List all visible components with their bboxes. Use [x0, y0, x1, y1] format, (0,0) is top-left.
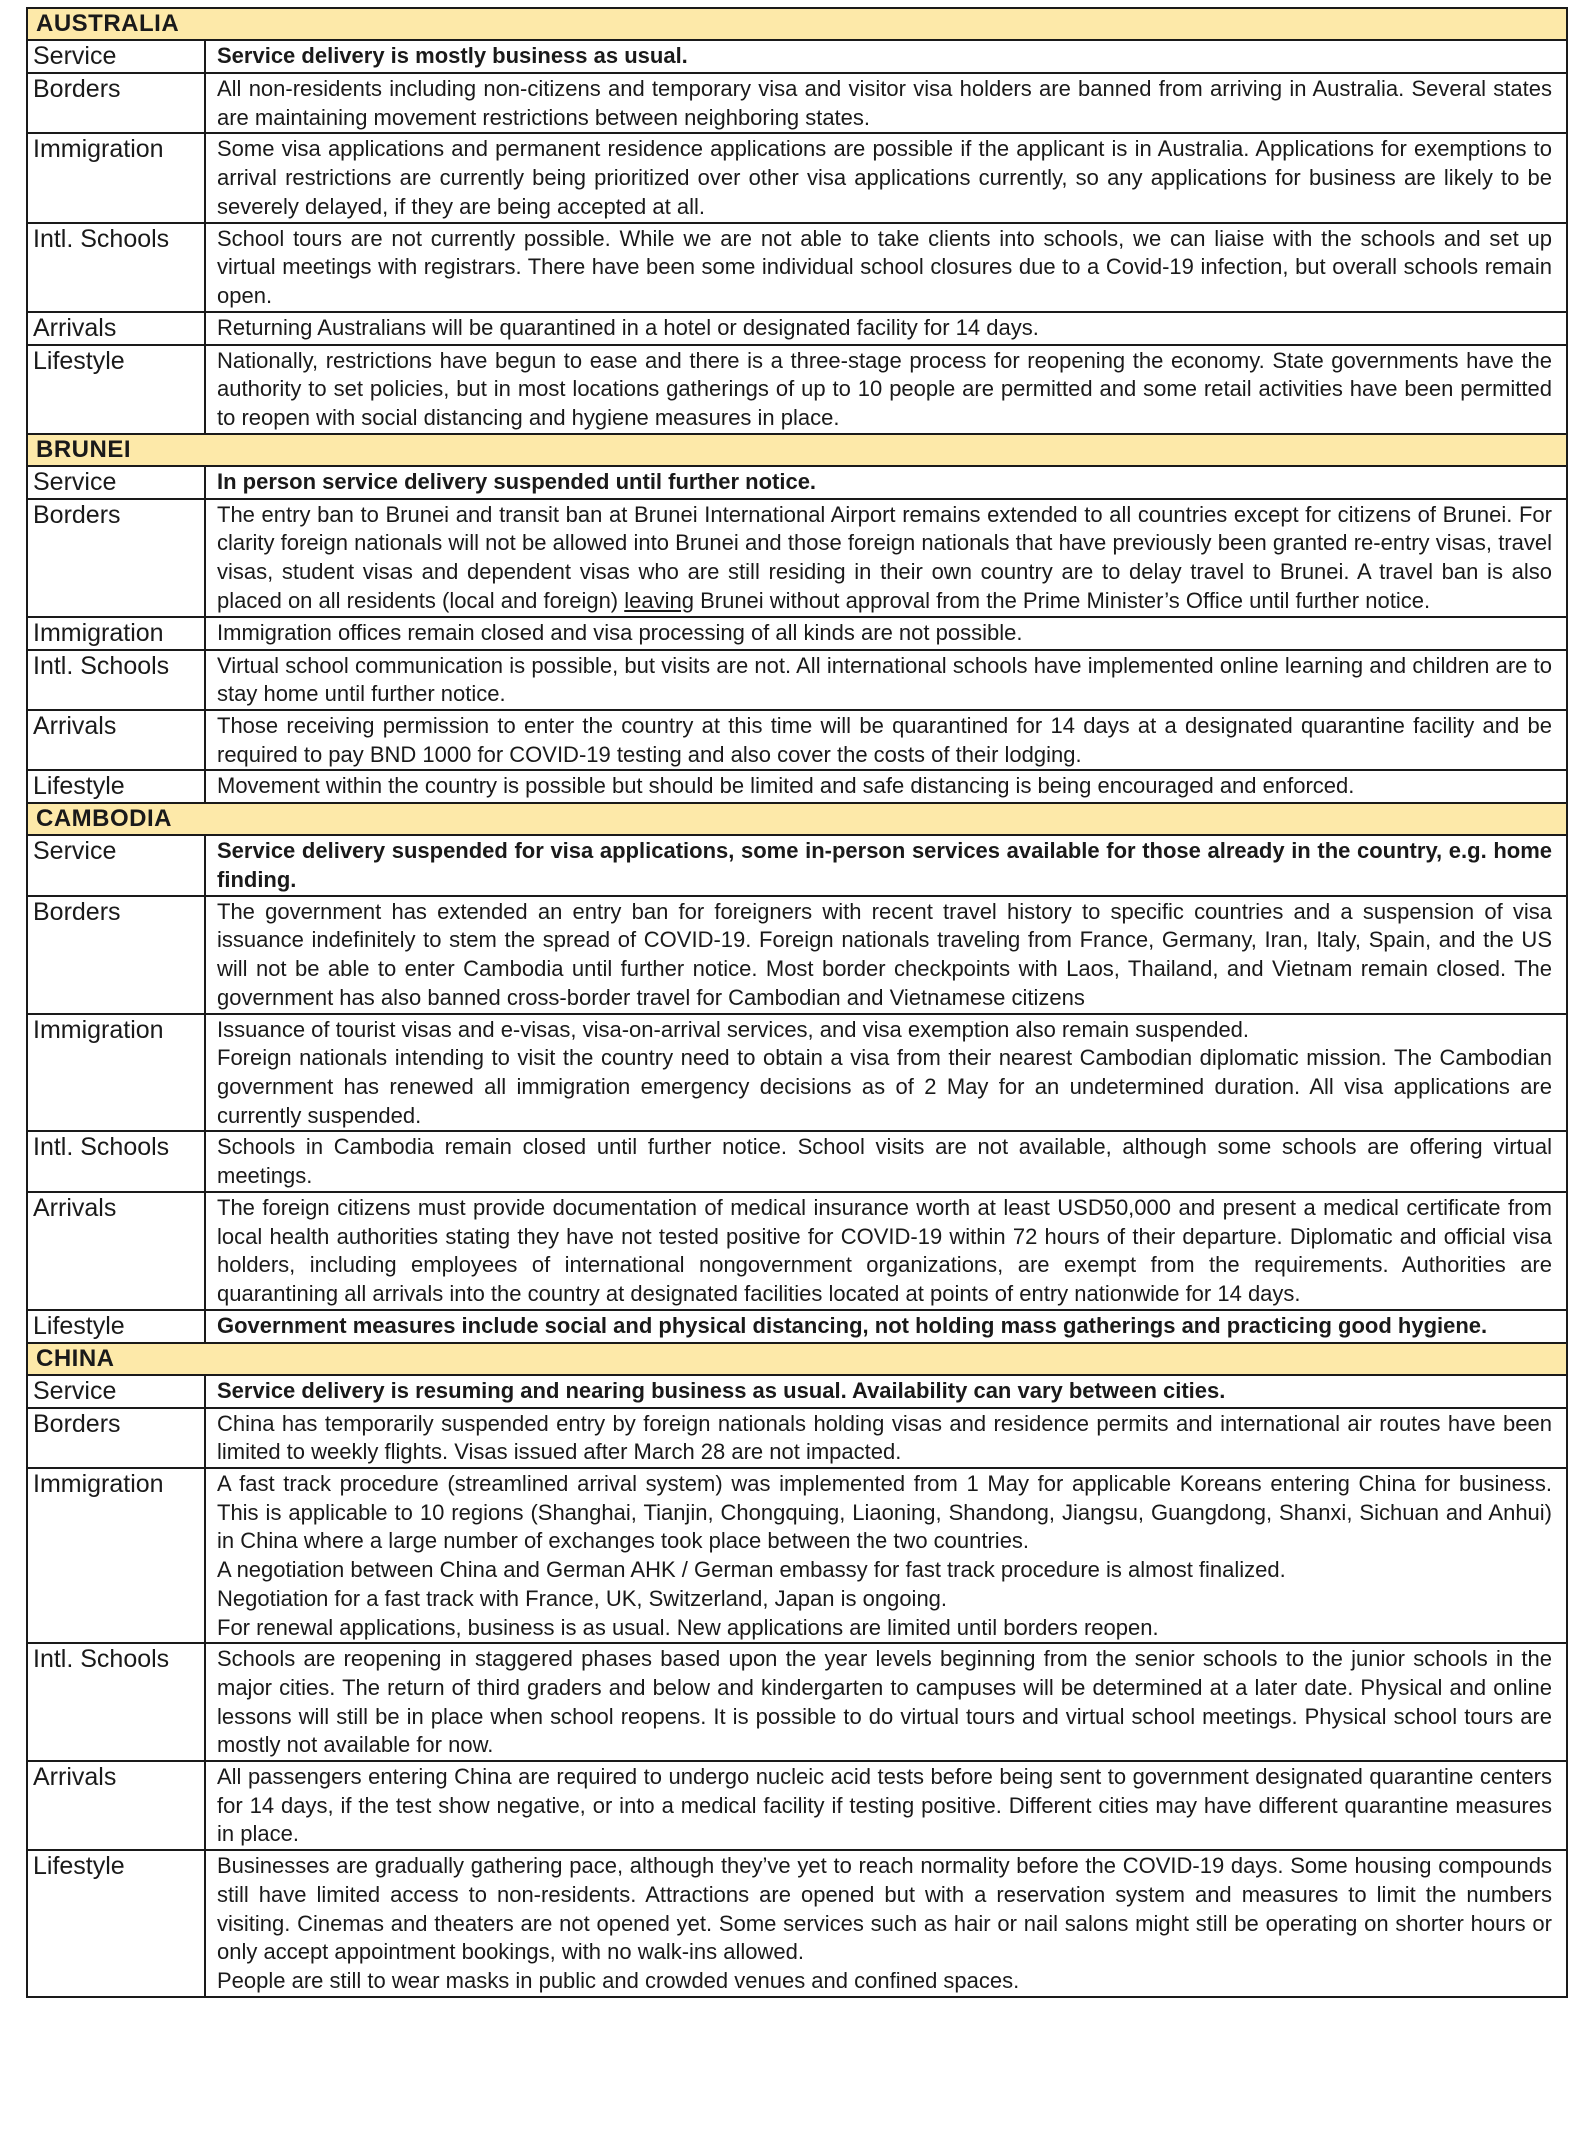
- description-paragraph: The entry ban to Brunei and transit ban at Brunei International Airport remains extended to all countries except for citizens of Brunei. For clarity foreign nationals will not be allowed into Brunei and those foreign nationals that have previously been granted re-entry visas, travel visas, student visas and dependent visas who are still residing in their own country are to delay travel to Brunei. A travel ban is also placed on all residents (local and foreign): [217, 501, 1552, 613]
- table-row: [27, 1014, 1567, 1132]
- category-label: Immigration: [27, 133, 205, 222]
- description-paragraph: Schools in Cambodia remain closed until further notice. School visits are not available, although some schools are offering virtual meetings.: [217, 1134, 1552, 1189]
- category-label: Arrivals: [27, 1761, 205, 1850]
- category-description: [205, 499, 1567, 617]
- table-row: [27, 133, 1567, 222]
- table-row: [27, 40, 1567, 73]
- category-description: [205, 345, 1567, 434]
- table-row: [27, 1761, 1567, 1850]
- table-row: [27, 1131, 1567, 1191]
- category-label: Intl. Schools: [27, 1643, 205, 1761]
- description-paragraph: A negotiation between China and German AHK / German embassy for fast track procedure is almost finalized.: [217, 1557, 1286, 1583]
- description-paragraph: The foreign citizens must provide documentation of medical insurance worth at least USD50,000 and present a medical certificate from local health authorities stating they have not tested positive for COVID-19 within 72 hours of their departure. Diplomatic and official visa holders, including employees of international nongovernment organizations, are exempt from the requirements. Authorities are quarantining all arrivals into the country at designated facilities located at points of entry nationwide for 14 days.: [217, 1194, 1552, 1306]
- description-paragraph: For renewal applications, business is as usual. New applications are limited until borders reopen.: [217, 1614, 1159, 1640]
- category-label: Intl. Schools: [27, 650, 205, 710]
- category-description: [205, 1310, 1567, 1343]
- table-row: [27, 1468, 1567, 1643]
- description-paragraph: Foreign nationals intending to visit the country need to obtain a visa from their nearest Cambodian diplomatic mission. The Cambodian government has renewed all immigration emergency decisions as of 2 May for an undetermined duration. All visa applications are currently suspended.: [217, 1045, 1552, 1128]
- category-description: [205, 835, 1567, 895]
- table-row: [27, 617, 1567, 650]
- category-description: [205, 770, 1567, 803]
- table-row: [27, 1310, 1567, 1343]
- category-label: Service: [27, 835, 205, 895]
- category-description: [205, 1192, 1567, 1310]
- description-paragraph: Businesses are gradually gathering pace, although they’ve yet to reach normality before the COVID-19 days. Some housing compounds still have limited access to non-residents. Attractions are opened but with a reservation system and measures to limit the numbers visiting. Cinemas and theaters are not opened yet. Some services such as hair or nail salons might still be operating on shorter hours or only accept appointment bookings, with no walk-ins allowed.: [217, 1853, 1552, 1965]
- category-label: Immigration: [27, 1468, 205, 1643]
- table-row: [27, 1850, 1567, 1997]
- description-paragraph: A fast track procedure (streamlined arrival system) was implemented from 1 May for applicable Koreans entering China for business. This is applicable to 10 regions (Shanghai, Tianjin, Chongquing, Liaoning, Shandong, Jiangsu, Guangdong, Shanxi, Sichuan and Anhui) in China where a large number of exchanges took place between the two countries.: [217, 1471, 1552, 1554]
- description-paragraph: All passengers entering China are required to undergo nucleic acid tests before being sent to government designated quarantine centers for 14 days, if the test show negative, or into a medical facility if testing positive. Different cities may have different quarantine measures in place.: [217, 1764, 1552, 1847]
- table-row: [27, 770, 1567, 803]
- category-description: [205, 1408, 1567, 1468]
- description-paragraph: All non-residents including non-citizens and temporary visa and visitor visa holders are banned from arriving in Australia. Several states are maintaining movement restrictions between neighboring states.: [217, 76, 1552, 130]
- category-label: Arrivals: [27, 1192, 205, 1310]
- table-row: [27, 466, 1567, 499]
- description-paragraph: Issuance of tourist visas and e-visas, visa-on-arrival services, and visa exemption also remain suspended.: [217, 1016, 1250, 1042]
- description-paragraph: Government measures include social and physical distancing, not holding mass gatherings and practicing good hygiene.: [217, 1312, 1488, 1338]
- category-description: [205, 73, 1567, 133]
- description-paragraph: The government has extended an entry ban for foreigners with recent travel history to specific countries and a suspension of visa issuance indefinitely to stem the spread of COVID-19. Foreign nationals traveling from France, Germany, Iran, Italy, Spain, and the US will not be able to enter Cambodia until further notice. Most border checkpoints with Laos, Thailand, and Vietnam remain closed. The government has also banned cross-border travel for Cambodian and Vietnamese citizens: [217, 898, 1552, 1010]
- description-paragraph: Some visa applications and permanent residence applications are possible if the applicant is in Australia. Applications for exemptions to arrival restrictions are currently being prioritized over other visa applications currently, so any applications for business are likely to be severely delayed, if they are being accepted at all.: [217, 136, 1552, 219]
- description-paragraph: In person service delivery suspended until further notice.: [217, 468, 817, 494]
- description-paragraph: Service delivery is resuming and nearing business as usual. Availability can vary between cities.: [217, 1377, 1226, 1403]
- category-label: Service: [27, 1375, 205, 1408]
- category-label: Borders: [27, 499, 205, 617]
- table-row: [27, 73, 1567, 133]
- description-paragraph: Negotiation for a fast track with France, UK, Switzerland, Japan is ongoing.: [217, 1585, 948, 1611]
- description-paragraph: Those receiving permission to enter the country at this time will be quarantined for 14 days at a designated quarantine facility and be required to pay BND 1000 for COVID-19 testing and also cover the costs of their lodging.: [217, 712, 1552, 767]
- category-description: [205, 650, 1567, 710]
- table-row: [27, 896, 1567, 1014]
- country-name: CAMBODIA: [27, 803, 1567, 835]
- description-paragraph: Returning Australians will be quarantined in a hotel or designated facility for 14 days.: [217, 314, 1039, 340]
- table-row: [27, 1408, 1567, 1468]
- category-description: [205, 1014, 1567, 1132]
- category-label: Service: [27, 466, 205, 499]
- category-description: [205, 40, 1567, 73]
- category-label: Lifestyle: [27, 345, 205, 434]
- category-label: Borders: [27, 896, 205, 1014]
- description-paragraph: Service delivery is mostly business as usual.: [217, 43, 688, 68]
- country-status-table: [26, 7, 1568, 1998]
- category-description: [205, 133, 1567, 222]
- country-header-row: [27, 1343, 1567, 1375]
- category-label: Service: [27, 40, 205, 73]
- table-row: [27, 650, 1567, 710]
- category-label: Lifestyle: [27, 1310, 205, 1343]
- category-description: [205, 223, 1567, 312]
- category-description: [205, 1761, 1567, 1850]
- category-label: Arrivals: [27, 312, 205, 345]
- description-continuation: Brunei without approval from the Prime Minister’s Office until further notice.: [693, 587, 1431, 613]
- category-description: [205, 1131, 1567, 1191]
- table-row: [27, 223, 1567, 312]
- category-label: Intl. Schools: [27, 1131, 205, 1191]
- table-row: [27, 1375, 1567, 1408]
- country-name: CHINA: [27, 1343, 1567, 1375]
- table-row: [27, 499, 1567, 617]
- country-name: BRUNEI: [27, 434, 1567, 466]
- description-paragraph: Nationally, restrictions have begun to ease and there is a three-stage process for reopening the economy. State governments have the authority to set policies, but in most locations gatherings of up to 10 people are permitted and some retail activities have been permitted to reopen with social distancing and hygiene measures in place.: [217, 347, 1552, 431]
- table-row: [27, 710, 1567, 770]
- category-description: [205, 1643, 1567, 1761]
- description-paragraph: Movement within the country is possible but should be limited and safe distancing is being encouraged and enforced.: [217, 773, 1355, 799]
- country-header-row: [27, 434, 1567, 466]
- category-description: [205, 312, 1567, 345]
- underlined-word: leaving: [624, 587, 694, 613]
- table-row: [27, 835, 1567, 895]
- country-name: AUSTRALIA: [27, 8, 1567, 40]
- category-description: [205, 1468, 1567, 1643]
- description-paragraph: China has temporarily suspended entry by foreign nationals holding visas and residence permits and international air routes have been limited to weekly flights. Visas issued after March 28 are not impacted.: [217, 1410, 1552, 1465]
- category-label: Lifestyle: [27, 770, 205, 803]
- category-label: Borders: [27, 73, 205, 133]
- description-paragraph: Schools are reopening in staggered phases based upon the year levels beginning from the senior schools to the junior schools in the major cities. The return of third graders and below and kindergarten to campuses will be determined at a later date. Physical and online lessons will still be in place when school reopens. It is possible to do virtual tours and virtual school meetings. Physical school tours are mostly not available for now.: [217, 1646, 1552, 1758]
- table-row: [27, 1192, 1567, 1310]
- category-description: [205, 1850, 1567, 1997]
- category-label: Lifestyle: [27, 1850, 205, 1997]
- category-label: Intl. Schools: [27, 223, 205, 312]
- table-row: [27, 1643, 1567, 1761]
- country-header-row: [27, 803, 1567, 835]
- category-description: [205, 1375, 1567, 1408]
- description-paragraph: Virtual school communication is possible, but visits are not. All international schools have implemented online learning and children are to stay home until further notice.: [217, 652, 1552, 707]
- category-label: Borders: [27, 1408, 205, 1468]
- table-row: [27, 312, 1567, 345]
- description-paragraph: Service delivery suspended for visa applications, some in-person services available for those already in the country, e.g. home finding.: [217, 838, 1552, 893]
- table-row: [27, 345, 1567, 434]
- category-label: Immigration: [27, 617, 205, 650]
- description-paragraph: People are still to wear masks in public and crowded venues and confined spaces.: [217, 1967, 1020, 1993]
- category-label: Immigration: [27, 1014, 205, 1132]
- category-description: [205, 710, 1567, 770]
- category-label: Arrivals: [27, 710, 205, 770]
- description-paragraph: School tours are not currently possible. While we are not able to take clients into schools, we can liaise with the schools and set up virtual meetings with registrars. There have been some individual school closures due to a Covid-19 infection, but overall schools remain open.: [217, 225, 1552, 308]
- category-description: [205, 466, 1567, 499]
- country-status-document: [26, 7, 1566, 1998]
- category-description: [205, 896, 1567, 1014]
- country-header-row: [27, 8, 1567, 40]
- category-description: [205, 617, 1567, 650]
- description-paragraph: Immigration offices remain closed and visa processing of all kinds are not possible.: [217, 619, 1023, 645]
